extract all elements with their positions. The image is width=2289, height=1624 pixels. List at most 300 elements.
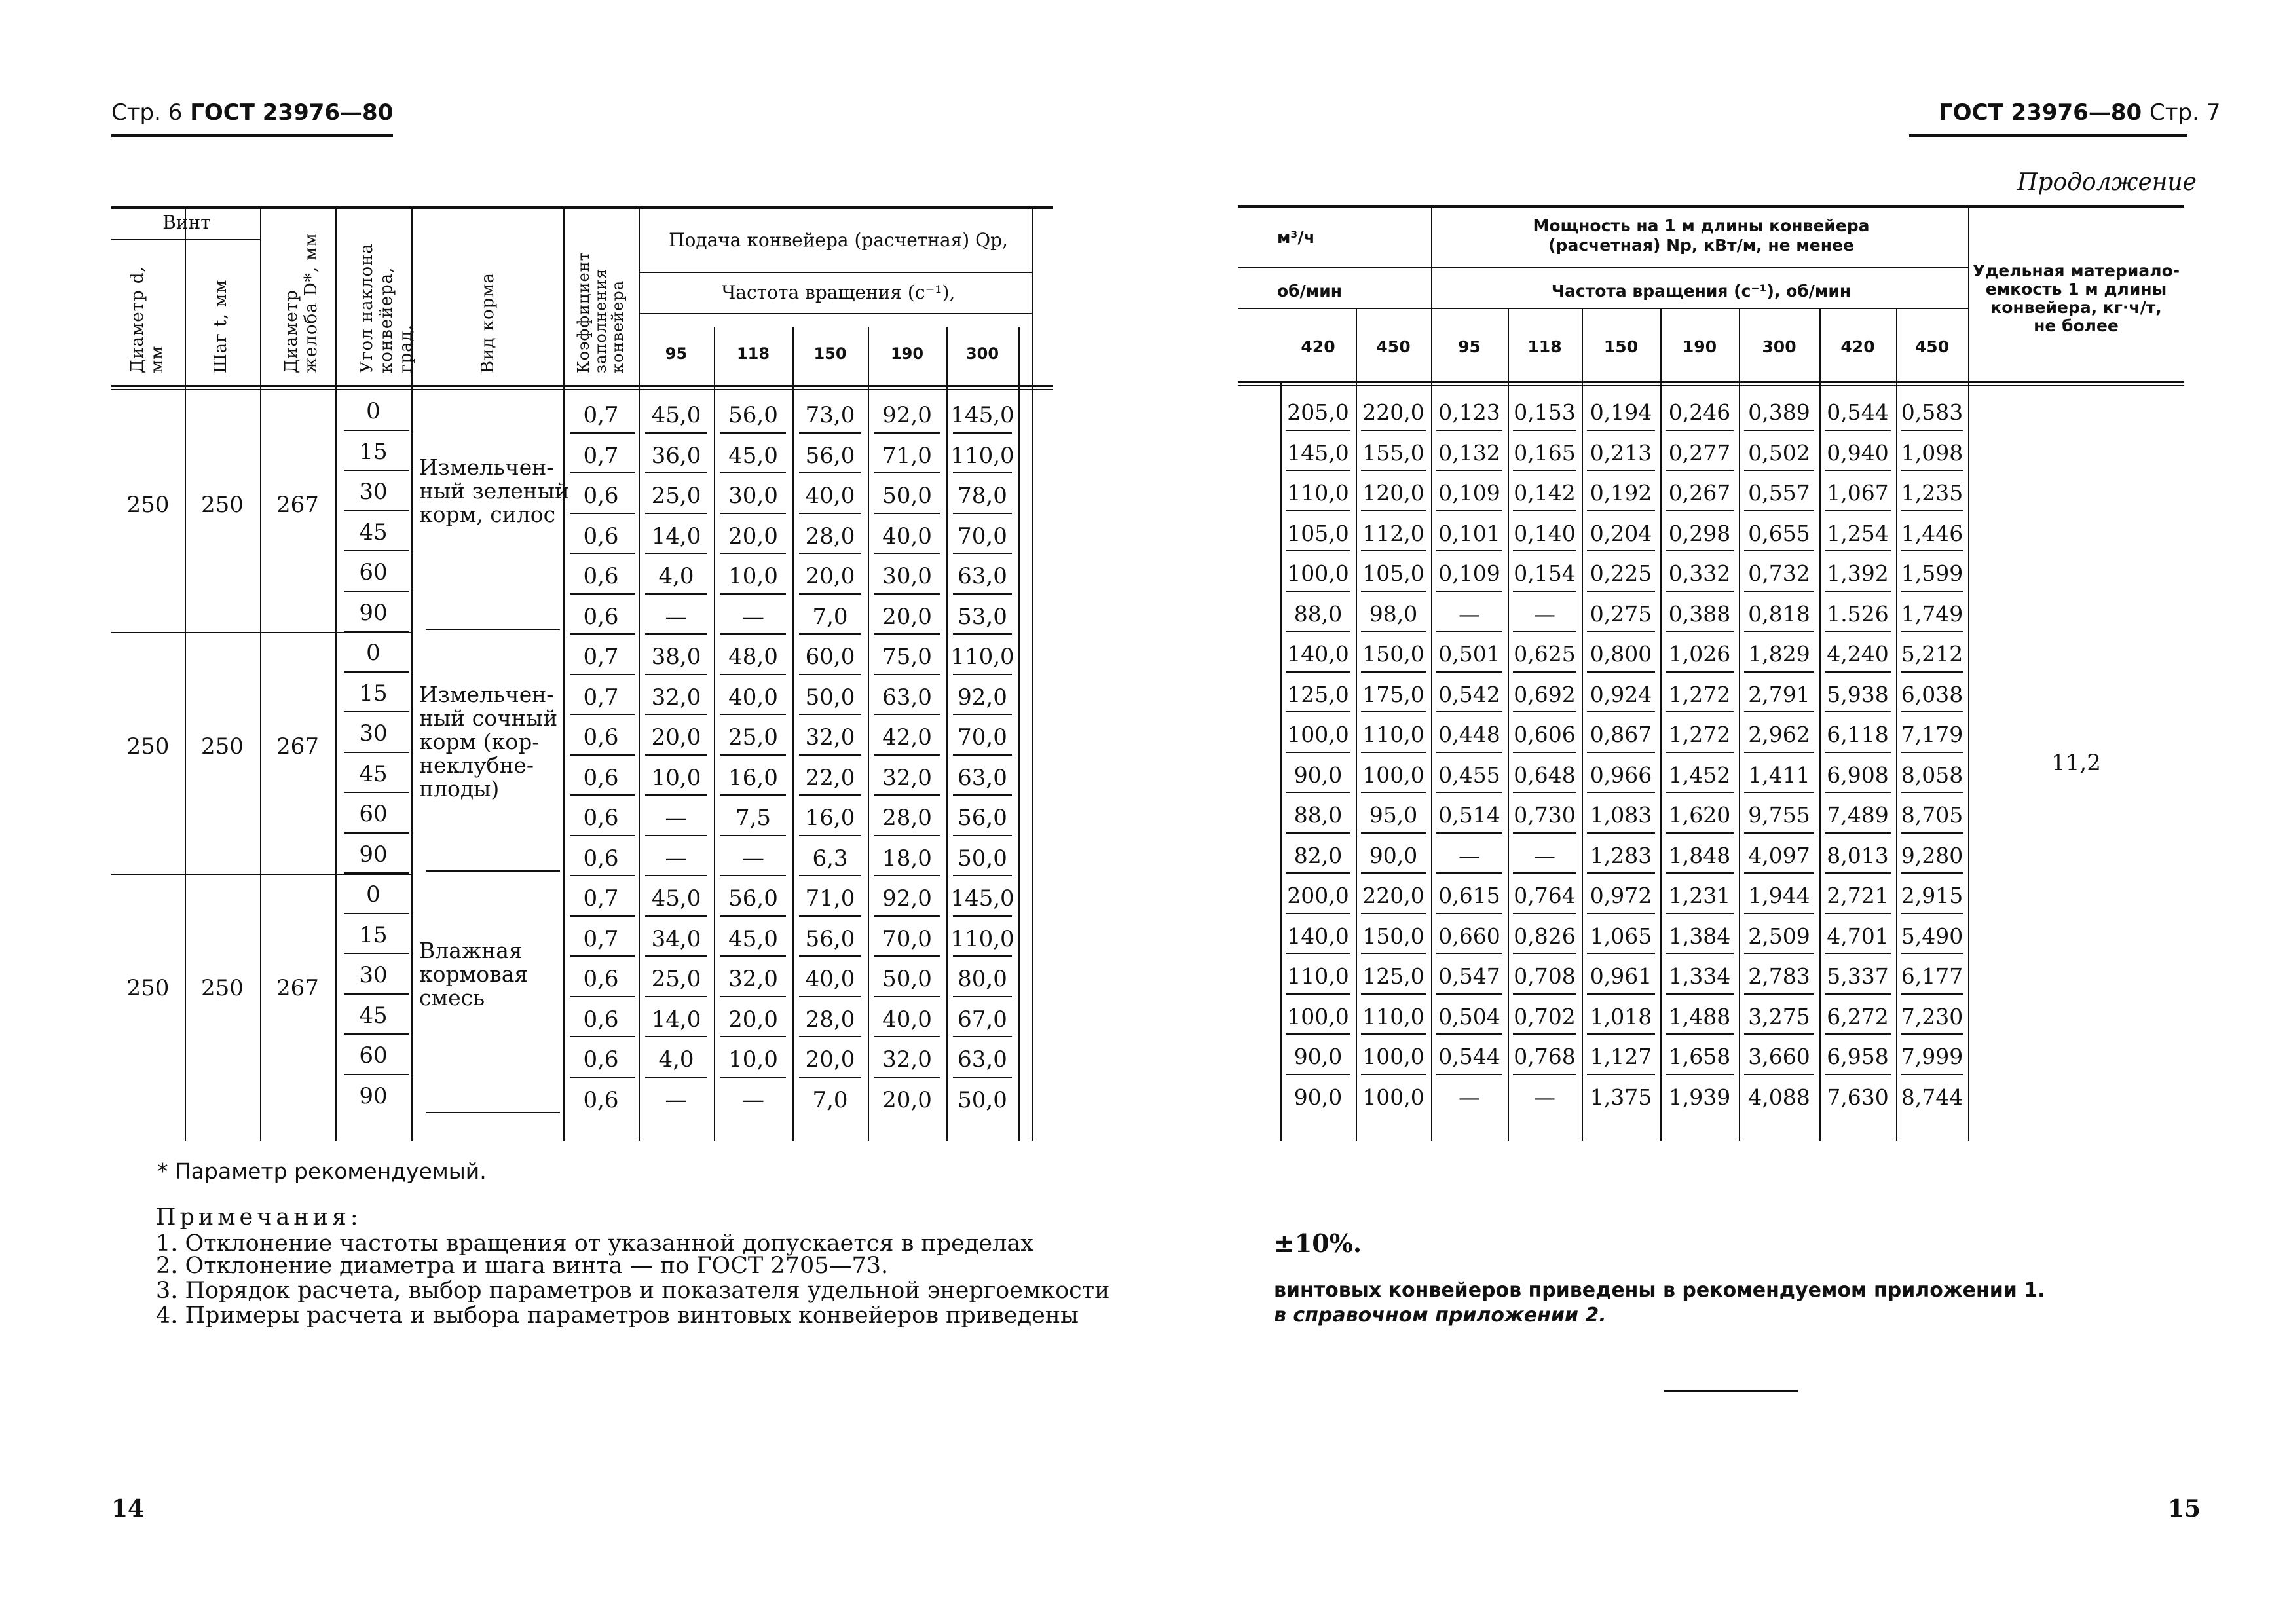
left-head-rule (111, 134, 393, 137)
rate-underline (874, 432, 940, 434)
cell-coeff: 0,6 (583, 764, 619, 791)
cell-value: 1,127 (1590, 1044, 1652, 1069)
cell-feed-rate: 56,0 (728, 402, 778, 428)
value-underline (1587, 752, 1655, 753)
value-underline (1436, 510, 1502, 511)
cell-feed-type: Влажная кормовая смесь (419, 938, 529, 1010)
cell-feed-rate: 50,0 (958, 845, 1007, 872)
coeff-underline (570, 593, 635, 595)
cell-feed-rate: 70,0 (882, 925, 932, 952)
rate-underline (645, 996, 707, 997)
rate-underline (874, 1036, 940, 1037)
cell-feed-rate: 63,0 (882, 684, 932, 710)
rate-underline (953, 754, 1012, 756)
value-underline (1587, 470, 1655, 471)
rate-underline (645, 513, 707, 514)
cell-angle: 15 (359, 680, 388, 707)
right-table-top-rule (1238, 205, 2184, 208)
angle-underline (344, 993, 409, 995)
cell-coeff: 0,6 (583, 483, 619, 509)
value-underline (1825, 470, 1891, 471)
value-underline (1361, 913, 1426, 914)
value-underline (1513, 711, 1576, 712)
cell-value: 1,098 (1901, 439, 1963, 466)
cell-value: 0,246 (1668, 399, 1731, 425)
cell-angle: 45 (359, 519, 388, 545)
angle-underline (344, 510, 409, 511)
angle-underline (344, 792, 409, 793)
cell-value: 0,547 (1438, 963, 1500, 989)
header-moshnost: Мощность на 1 м длины конвейера (1533, 216, 1870, 235)
cell-feed-rate: 16,0 (728, 764, 778, 791)
rate-underline (720, 674, 786, 675)
value-underline (1666, 550, 1734, 551)
value-underline (1361, 550, 1426, 551)
rate-underline (874, 714, 940, 715)
cell-value: 0,448 (1438, 722, 1500, 747)
header-chastota: Частота вращения (с⁻¹), об/мин (1551, 282, 1852, 301)
value-underline (1513, 430, 1576, 431)
angle-underline (344, 470, 409, 471)
cell-value: 3,660 (1748, 1044, 1810, 1069)
cell-feed-rate: 28,0 (882, 805, 932, 831)
cell-value: — (1534, 600, 1555, 627)
cell-value: 100,0 (1362, 1044, 1424, 1069)
value-underline (1901, 832, 1963, 834)
cell-feed-rate: 73,0 (805, 402, 855, 428)
left-table-header-rule-2 (111, 389, 1053, 390)
cell-feed-rate: 6,3 (812, 845, 848, 872)
rate-underline (720, 915, 786, 917)
cell-value: 0,109 (1438, 561, 1500, 586)
value-underline (1666, 631, 1734, 632)
cell-coeff: 0,6 (583, 1006, 619, 1033)
cell-value: 0,504 (1438, 1003, 1500, 1029)
value-underline (1587, 631, 1655, 632)
value-underline (1587, 832, 1655, 834)
cell-value: 0,267 (1668, 480, 1731, 506)
rate-underline (953, 1077, 1012, 1078)
value-underline (1436, 711, 1502, 712)
value-underline (1436, 752, 1502, 753)
cell-value: 0,389 (1748, 399, 1810, 425)
cell-feed-rate: 71,0 (882, 442, 932, 469)
cell-value: 9,755 (1748, 802, 1810, 828)
value-underline (1825, 430, 1891, 431)
cell-feed-rate: — (742, 845, 764, 872)
value-underline (1825, 953, 1891, 954)
cell-angle: 0 (366, 398, 381, 424)
cell-value: 6,177 (1901, 963, 1963, 989)
right-hrule (1238, 267, 1968, 268)
cell-value: 0,606 (1514, 722, 1576, 747)
cell-value: 140,0 (1287, 923, 1349, 949)
value-underline (1513, 872, 1576, 874)
cell-feed-rate: 40,0 (728, 684, 778, 710)
value-underline (1901, 913, 1963, 914)
value-underline (1825, 631, 1891, 632)
value-underline (1587, 1033, 1655, 1035)
cell-value: 0,655 (1748, 520, 1810, 546)
rate-underline (874, 553, 940, 554)
value-underline (1744, 832, 1814, 834)
rate-underline (799, 513, 861, 514)
value-underline (1587, 711, 1655, 712)
cell-feed-rate: 20,0 (728, 1006, 778, 1033)
rate-underline (874, 1077, 940, 1078)
cell-value: 5,337 (1827, 963, 1889, 989)
cell-value: — (1459, 842, 1480, 868)
value-underline (1825, 671, 1891, 673)
cell-value: 95,0 (1369, 802, 1418, 828)
podacha-rule (639, 272, 1032, 273)
value-underline (1436, 470, 1502, 471)
cell-feed-rate: 32,0 (882, 764, 932, 791)
value-underline (1666, 993, 1734, 995)
notes-title: Примечания: (156, 1204, 362, 1230)
rate-underline (645, 714, 707, 715)
rate-underline (720, 835, 786, 836)
cell-value: 4,701 (1827, 923, 1889, 949)
value-underline (1825, 832, 1891, 834)
cell-value: 0,502 (1748, 439, 1810, 466)
cell-feed-rate: 50,0 (958, 1086, 1007, 1113)
cell-value: — (1459, 600, 1480, 627)
coeff-underline (570, 714, 635, 715)
cell-angle: 0 (366, 881, 381, 908)
rate-underline (953, 513, 1012, 514)
group-separator (111, 632, 411, 633)
cell-value: 0,940 (1827, 439, 1889, 466)
cell-value: 220,0 (1362, 399, 1424, 425)
cell-feed-rate: 63,0 (958, 764, 1007, 791)
rate-underline (799, 674, 861, 675)
cell-value: 2,721 (1827, 883, 1889, 908)
rate-underline (874, 915, 940, 917)
value-underline (1436, 832, 1502, 834)
header-diameter-zheloba: Диаметр желоба D*, мм (282, 232, 321, 373)
cell-feed-rate: 45,0 (728, 925, 778, 952)
cell-value: — (1459, 1084, 1480, 1110)
rate-underline (720, 633, 786, 635)
cell-feed-rate: 7,0 (812, 1086, 848, 1113)
cell-value: 220,0 (1362, 883, 1424, 908)
rate-underline (645, 593, 707, 595)
rate-underline (645, 915, 707, 917)
cell-coeff: 0,6 (583, 603, 619, 630)
coeff-underline (570, 472, 635, 473)
cell-value: 150,0 (1362, 923, 1424, 949)
cell-feed-rate: 48,0 (728, 644, 778, 670)
value-underline (1286, 591, 1350, 592)
note-continuation-1: ±10%. (1274, 1228, 1362, 1258)
value-underline (1901, 591, 1963, 592)
rate-underline (953, 593, 1012, 595)
coeff-underline (570, 513, 635, 514)
cell-value: 0,142 (1514, 480, 1576, 506)
value-underline (1286, 631, 1350, 632)
value-underline (1744, 631, 1814, 632)
cell-value: 1,065 (1590, 923, 1652, 949)
value-underline (1361, 470, 1426, 471)
rate-underline (874, 875, 940, 876)
value-underline (1825, 792, 1891, 793)
cell-feed-rate: 67,0 (958, 1006, 1007, 1033)
cell-angle: 30 (359, 720, 388, 747)
header-udelnaya: Удельная материало- емкость 1 м длины конвейера, кг·ч/т, не более (1972, 261, 2180, 335)
cell-coeff: 0,7 (583, 402, 619, 428)
cell-feed-rate: 28,0 (805, 1006, 855, 1033)
cell-feed-rate: 25,0 (651, 966, 701, 992)
value-underline (1901, 711, 1963, 712)
value-underline (1744, 792, 1814, 793)
cell-d: 250 (126, 733, 170, 760)
left-page-number: 14 (111, 1495, 145, 1522)
cell-value: 0,275 (1590, 600, 1652, 627)
header-freq: 150 (813, 344, 847, 363)
cell-value: 0,123 (1438, 399, 1500, 425)
value-underline (1744, 510, 1814, 511)
header-diameter-d: Диаметр d, мм (128, 266, 167, 373)
header-chastota: Частота вращения (с⁻¹), (721, 282, 956, 303)
cell-value: 1.526 (1827, 600, 1889, 627)
coeff-underline (570, 674, 635, 675)
cell-value: 1,599 (1901, 561, 1963, 586)
cell-value: 105,0 (1362, 561, 1424, 586)
cell-feed-rate: 45,0 (728, 442, 778, 469)
left-table-header-rule (111, 385, 1053, 387)
rate-underline (799, 955, 861, 957)
value-underline (1587, 510, 1655, 511)
cell-angle: 45 (359, 1002, 388, 1029)
cell-value: 0,615 (1438, 883, 1500, 908)
cell-feed-rate: 60,0 (805, 644, 855, 670)
cell-feed-rate: 40,0 (882, 523, 932, 549)
value-underline (1286, 872, 1350, 874)
rate-underline (720, 1077, 786, 1078)
value-underline (1513, 953, 1576, 954)
value-underline (1901, 752, 1963, 753)
value-underline (1436, 1074, 1502, 1075)
value-underline (1286, 752, 1350, 753)
cell-value: 110,0 (1287, 480, 1349, 506)
header-n-freq: 450 (1914, 337, 1950, 356)
rate-underline (953, 553, 1012, 554)
cell-value: 90,0 (1293, 1084, 1343, 1110)
rate-underline (953, 794, 1012, 796)
cell-feed-rate: 63,0 (958, 1046, 1007, 1073)
cell-coeff: 0,6 (583, 523, 619, 549)
cell-angle: 90 (359, 599, 388, 626)
coeff-underline (570, 553, 635, 554)
cell-value: 110,0 (1287, 963, 1349, 989)
cell-value: 1,829 (1748, 641, 1810, 667)
cell-value: 8,705 (1901, 802, 1963, 828)
right-head-rule (1909, 134, 2187, 137)
rate-underline (720, 472, 786, 473)
value-underline (1436, 591, 1502, 592)
rate-underline (720, 714, 786, 715)
cell-value: 9,280 (1901, 842, 1963, 868)
value-underline (1666, 1074, 1734, 1075)
coeff-underline (570, 633, 635, 635)
cell-value: 1,411 (1748, 762, 1810, 788)
value-underline (1513, 671, 1576, 673)
cell-value: 0,501 (1438, 641, 1500, 667)
cell-value: 8,744 (1901, 1084, 1963, 1110)
right-running-head (1939, 100, 2220, 126)
value-underline (1825, 752, 1891, 753)
rate-underline (953, 472, 1012, 473)
cell-coeff: 0,6 (583, 724, 619, 750)
cell-value: 1,067 (1827, 480, 1889, 506)
rate-underline (874, 674, 940, 675)
cell-value: 140,0 (1287, 641, 1349, 667)
header-n-freq: 190 (1682, 337, 1717, 356)
continuation-label: Продолжение (2017, 169, 2197, 196)
cell-angle: 15 (359, 921, 388, 948)
rate-underline (720, 754, 786, 756)
rate-underline (874, 835, 940, 836)
cell-value: 6,958 (1827, 1044, 1889, 1069)
cell-value: 90,0 (1293, 762, 1343, 788)
note-3: 3. Порядок расчета, выбор параметров и показателя удельной энергоемкости (156, 1278, 1110, 1304)
rate-underline (953, 835, 1012, 836)
value-underline (1286, 1033, 1350, 1035)
rate-underline (645, 955, 707, 957)
cell-value: 0,972 (1590, 883, 1652, 908)
cell-feed-rate: 78,0 (958, 483, 1007, 509)
cell-value: 1,620 (1668, 802, 1731, 828)
value-underline (1361, 711, 1426, 712)
value-underline (1436, 550, 1502, 551)
header-n-freq: 118 (1527, 337, 1562, 356)
value-underline (1286, 470, 1350, 471)
value-underline (1361, 430, 1426, 431)
cell-feed-rate: 110,0 (950, 442, 1014, 469)
cell-feed-rate: 56,0 (728, 885, 778, 912)
cell-value: 105,0 (1287, 520, 1349, 546)
cell-feed-rate: 25,0 (651, 483, 701, 509)
cell-feed-rate: — (742, 603, 764, 630)
cell-value: 0,768 (1514, 1044, 1576, 1069)
value-underline (1436, 631, 1502, 632)
cell-value: 110,0 (1362, 722, 1424, 747)
angle-underline (344, 711, 409, 712)
cell-value: 1,334 (1668, 963, 1731, 989)
rate-underline (874, 955, 940, 957)
value-underline (1436, 1033, 1502, 1035)
cell-feed-rate: 56,0 (805, 925, 855, 952)
value-underline (1587, 430, 1655, 431)
cell-feed-rate: 40,0 (805, 483, 855, 509)
cell-value: 0,966 (1590, 762, 1652, 788)
rate-underline (645, 1036, 707, 1037)
cell-feed-rate: 16,0 (805, 805, 855, 831)
value-underline (1513, 832, 1576, 834)
value-underline (1825, 872, 1891, 874)
cell-value: 7,179 (1901, 722, 1963, 747)
angle-underline (344, 913, 409, 914)
cell-value: 7,999 (1901, 1044, 1963, 1069)
cell-value: 2,915 (1901, 883, 1963, 908)
value-underline (1436, 913, 1502, 914)
cell-value: 7,230 (1901, 1003, 1963, 1029)
rate-underline (799, 996, 861, 997)
value-underline (1587, 550, 1655, 551)
cell-value: 125,0 (1287, 681, 1349, 707)
cell-value: 1,254 (1827, 520, 1889, 546)
value-underline (1666, 711, 1734, 712)
value-underline (1286, 792, 1350, 793)
rate-underline (953, 996, 1012, 997)
right-hrule (1238, 308, 1968, 309)
right-table-header-rule (1238, 381, 2184, 383)
cell-feed-rate: 110,0 (950, 925, 1014, 952)
value-underline (1361, 953, 1426, 954)
rate-underline (799, 432, 861, 434)
cell-coeff: 0,7 (583, 925, 619, 952)
value-underline (1286, 993, 1350, 995)
note-continuation-2: винтовых конвейеров приведены в рекомендуемом приложении 1. (1274, 1279, 2045, 1302)
footnote: * Параметр рекомендуемый. (157, 1158, 487, 1184)
rate-underline (645, 875, 707, 876)
rate-underline (720, 875, 786, 876)
vint-rule (111, 239, 260, 240)
cell-feed-rate: 71,0 (805, 885, 855, 912)
cell-value: 1,848 (1668, 842, 1731, 868)
cell-feed-rate: 53,0 (958, 603, 1007, 630)
cell-value: 1,083 (1590, 802, 1652, 828)
cell-D: 267 (276, 733, 319, 760)
cell-value: 0,826 (1514, 923, 1576, 949)
value-underline (1744, 752, 1814, 753)
value-underline (1587, 792, 1655, 793)
value-underline (1901, 792, 1963, 793)
cell-feed-rate: 28,0 (805, 523, 855, 549)
value-underline (1744, 550, 1814, 551)
header-q-450: 450 (1376, 337, 1411, 356)
cell-value: 5,212 (1901, 641, 1963, 667)
value-underline (1361, 872, 1426, 874)
cell-D: 267 (276, 974, 319, 1001)
cell-value: 7,489 (1827, 802, 1889, 828)
coeff-underline (570, 915, 635, 917)
header-koeff: Коэффициент заполнения конвейера (574, 251, 627, 373)
cell-coeff: 0,6 (583, 1086, 619, 1113)
rate-underline (720, 593, 786, 595)
rate-underline (799, 875, 861, 876)
cell-feed-rate: 22,0 (805, 764, 855, 791)
value-underline (1901, 550, 1963, 551)
rate-underline (953, 432, 1012, 434)
header-freq: 118 (736, 344, 770, 363)
angle-underline (344, 752, 409, 753)
left-table-top-rule (111, 206, 1053, 209)
value-underline (1825, 993, 1891, 995)
header-freq: 300 (965, 344, 999, 363)
cell-value: 0,924 (1590, 681, 1652, 707)
cell-value: 175,0 (1362, 681, 1424, 707)
rate-underline (645, 674, 707, 675)
cell-coeff: 0,7 (583, 442, 619, 469)
cell-value: 6,272 (1827, 1003, 1889, 1029)
cell-value: 0,455 (1438, 762, 1500, 788)
rate-underline (720, 955, 786, 957)
cell-feed-rate: 40,0 (882, 1006, 932, 1033)
rate-underline (799, 553, 861, 554)
value-underline (1513, 631, 1576, 632)
